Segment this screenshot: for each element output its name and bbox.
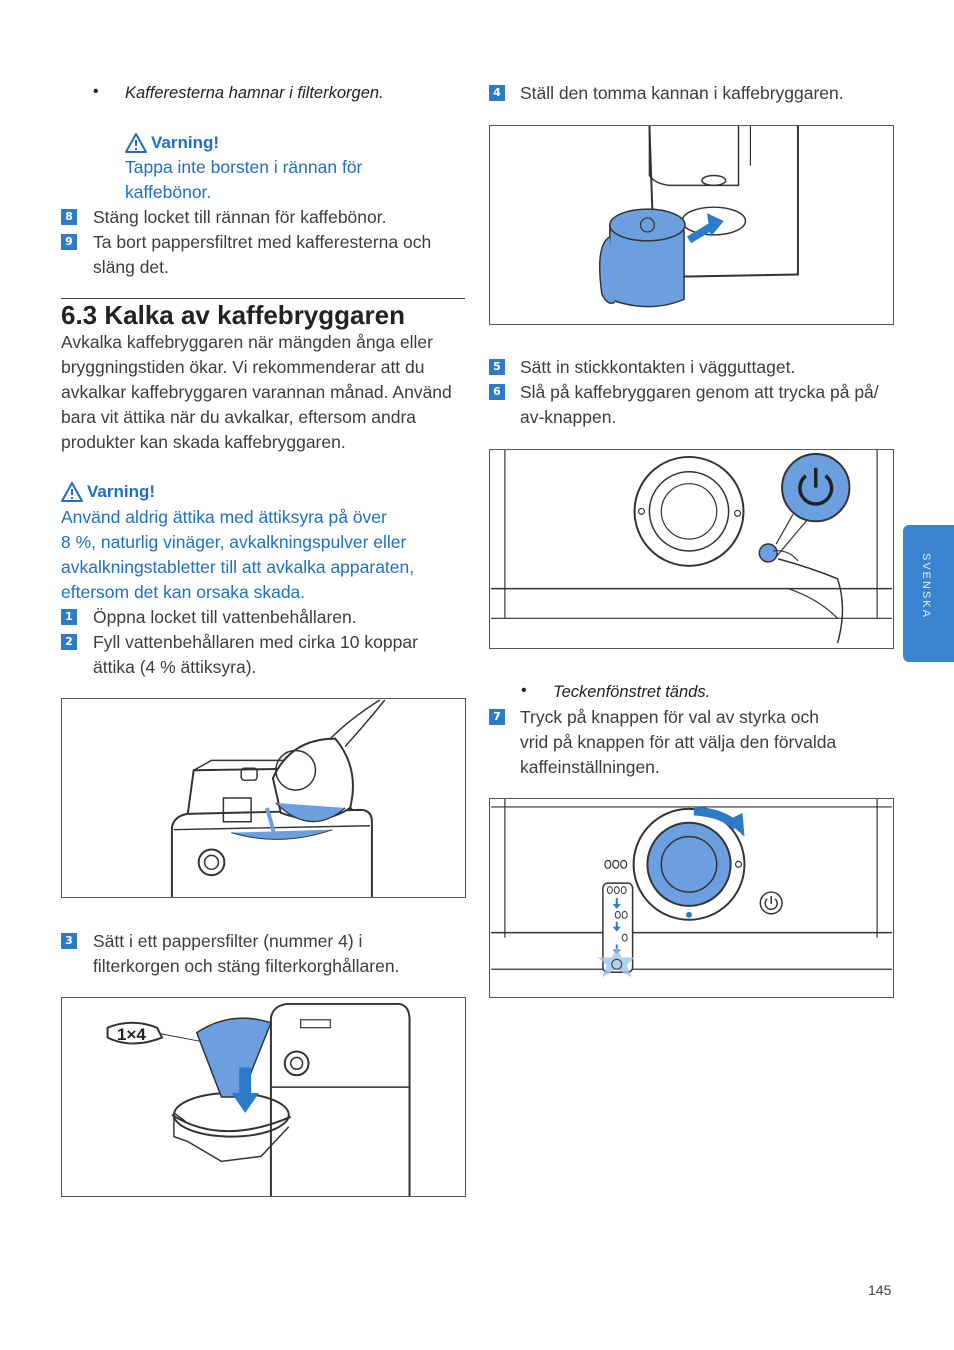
step-6-text: Slå på kaffebryggaren genom att trycka på på/ [520,382,879,402]
step-6-text-cont: av-knappen. [520,407,617,427]
bullet-mark: • [521,682,527,699]
figure-place-jug [489,125,894,325]
intro-line: bryggningstiden ökar. Vi rekommenderar att du [61,357,425,377]
step-3-text: Sätt i ett pappersfilter (nummer 4) i [93,931,363,951]
section-divider [61,298,465,299]
warning-line: Använd aldrig ättika med ättiksyra på över [61,507,387,527]
illustration-pouring-vinegar [62,699,465,897]
warning-line: kaffebönor. [125,182,212,202]
step-5-text: Sätt in stickkontakten i vägguttaget. [520,357,796,377]
strength-display [598,883,635,977]
section-title: 6.3 Kalka av kaffebryggaren [61,300,405,330]
intro-line: bara vit ättika när du avkalkar, eftersom andra [61,407,417,427]
figure-fill-water-tank [61,698,466,898]
step-number-6: 6 [489,384,505,400]
warning-icon [125,133,147,153]
step-9-text: Ta bort pappersfiltret med kafferesterna och [93,232,432,252]
strength-beans-icon [605,860,627,868]
bullet-result-text: Teckenfönstret tänds. [553,683,711,701]
step-number-5: 5 [489,359,505,375]
step-2-text-cont: ättika (4 % ättiksyra). [93,657,257,677]
warning-line: 8 %, naturlig vinäger, avkalkningspulver eller [61,532,407,552]
step-number-1: 1 [61,609,77,625]
intro-line: Avkalka kaffebryggaren när mängden ånga eller [61,332,433,352]
warning-icon [61,482,83,502]
warning-title: Varning! [87,482,156,501]
filter-size-label: 1×4 [117,1025,146,1044]
bullet-result-text: Kafferesterna hamnar i filterkorgen. [125,84,384,102]
step-8-text: Stäng locket till rännan för kaffebönor. [93,207,387,227]
intro-line: produkter kan skada kaffebryggaren. [61,432,346,452]
step-number-9: 9 [61,234,77,250]
language-tab-label: SVENSKA [920,553,932,619]
warning-heading [125,132,219,154]
step-3-text-cont: filterkorgen och stäng filterkorghållaren. [93,956,400,976]
step-7-text: Tryck på knappen för val av styrka och [520,707,819,727]
warning-line: avkalkningstabletter till att avkalka apparaten, [61,557,415,577]
illustration-jug [490,126,893,324]
power-icon [760,892,782,914]
step-number-2: 2 [61,634,77,650]
step-7-text-cont: vrid på knappen för att välja den förvalda [520,732,837,752]
step-1-text: Öppna locket till vattenbehållaren. [93,607,357,627]
warning-line: eftersom det kan orsaka skada. [61,582,306,602]
language-tab [903,525,954,662]
step-9-text-cont: släng det. [93,257,169,277]
illustration-strength-selector [490,799,893,997]
illustration-control-panel [490,450,893,648]
figure-strength-dial [489,798,894,998]
step-number-3: 3 [61,933,77,949]
step-4-text: Ställ den tomma kannan i kaffebryggaren. [520,83,844,103]
figure-insert-filter [61,997,466,1197]
step-2-text: Fyll vattenbehållaren med cirka 10 koppar [93,632,418,652]
figure-power-button [489,449,894,649]
bullet-mark: • [93,83,99,100]
warning-title: Varning! [151,133,220,152]
page-number: 145 [868,1282,892,1298]
step-7-text-cont: kaffeinställningen. [520,757,660,777]
warning-heading [61,481,155,503]
step-number-4: 4 [489,85,505,101]
step-number-7: 7 [489,709,505,725]
intro-line: avkalkar kaffebryggaren varannan månad. Använd [61,382,452,402]
step-number-8: 8 [61,209,77,225]
warning-line: Tappa inte borsten i rännan för [125,157,363,177]
